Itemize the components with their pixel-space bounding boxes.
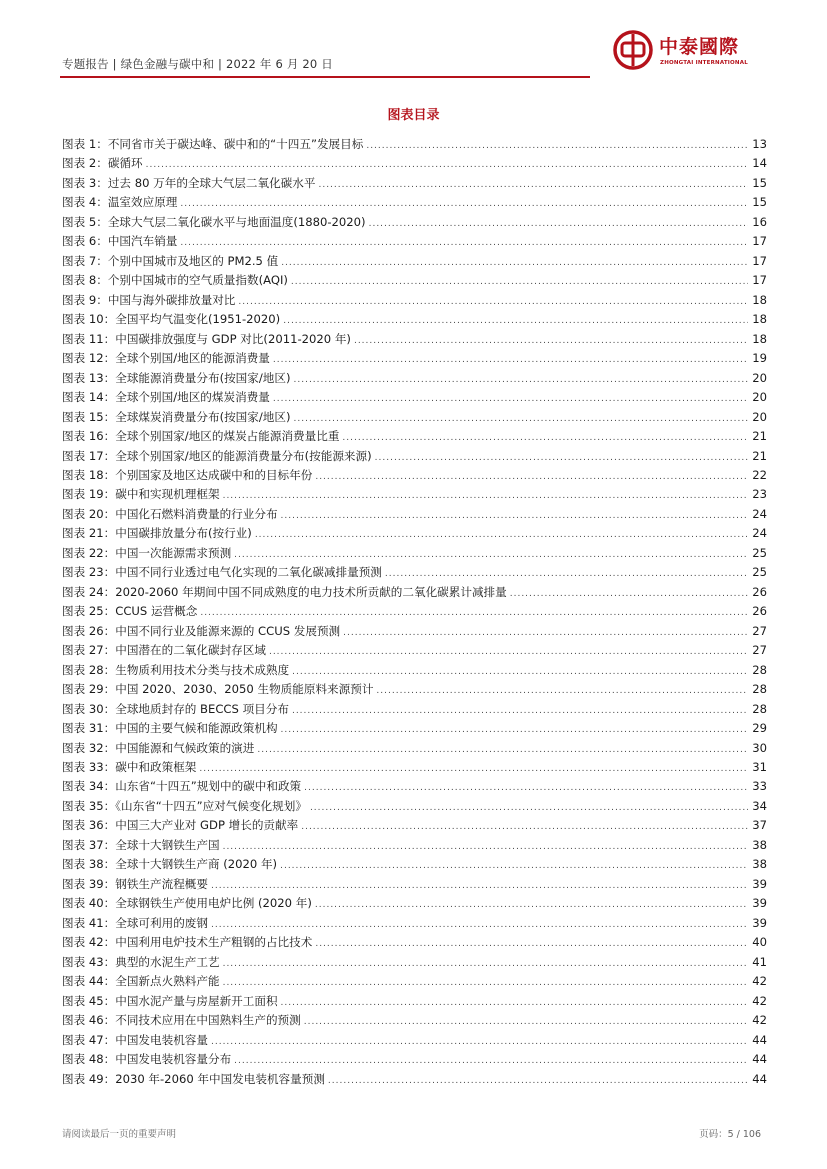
toc-entry-page: 17 [752, 253, 767, 268]
toc-entry-page: 28 [752, 701, 767, 716]
toc-entry-page: 14 [752, 156, 767, 171]
toc-entry-label: 图表 18：个别国家及地区达成碳中和的目标年份 [62, 467, 313, 482]
toc-entry-page: 41 [752, 954, 767, 969]
toc-entry-page: 37 [752, 818, 767, 833]
toc-entry-label: 图表 33：碳中和政策框架 [62, 760, 197, 774]
footer-disclaimer: 请阅读最后一页的重要声明 [62, 1129, 177, 1140]
toc-entry-page: 26 [752, 604, 767, 619]
toc-entry[interactable] [62, 331, 767, 350]
toc-entry[interactable] [62, 1071, 767, 1090]
toc-entry-page: 21 [752, 429, 767, 444]
toc-entry-page: 27 [752, 623, 767, 638]
toc-leader-dots [510, 589, 748, 599]
toc-leader-dots [292, 667, 748, 677]
toc-entry-page: 33 [752, 779, 767, 794]
toc-entry[interactable] [62, 603, 767, 622]
header-rule [60, 76, 590, 78]
toc-entry-label: 图表 25：CCUS 运营概念 [62, 604, 198, 619]
toc-entry-page: 21 [752, 448, 767, 463]
toc-entry[interactable] [62, 895, 767, 914]
toc-entry-page: 42 [752, 974, 767, 989]
toc-entry-label: 图表 16：全球个别国家/地区的煤炭占能源消费量比重 [62, 429, 340, 444]
toc-entry[interactable] [62, 428, 767, 447]
toc-entry[interactable] [62, 311, 767, 330]
toc-leader-dots [385, 569, 748, 579]
toc-entry-label: 图表 13：全球能源消费量分布(按国家/地区) [62, 370, 291, 385]
toc-entry[interactable] [62, 720, 767, 739]
toc-leader-dots [273, 394, 748, 404]
toc-entry-label: 图表 43：典型的水泥生产工艺 [62, 954, 220, 969]
toc-entry[interactable] [62, 253, 767, 272]
logo-name-cn: 中泰國際 [659, 36, 740, 58]
toc-leader-dots [234, 550, 748, 560]
toc-entry-page: 39 [752, 876, 767, 891]
toc-entry[interactable] [62, 175, 767, 194]
zhongtai-logo-icon [613, 30, 653, 70]
toc-leader-dots [294, 375, 749, 385]
toc-leader-dots [211, 881, 748, 891]
toc-entry-label: 图表 38：全球十大钢铁生产商 (2020 年) [62, 857, 278, 872]
toc-leader-dots [315, 472, 748, 482]
toc-entry[interactable] [62, 798, 767, 817]
toc-entry[interactable] [62, 350, 767, 369]
toc-entry[interactable] [62, 370, 767, 389]
toc-entry[interactable] [62, 954, 767, 973]
toc-entry[interactable] [62, 856, 767, 875]
toc-entry-label: 图表 28：生物质利用技术分类与技术成熟度 [62, 662, 290, 677]
toc-leader-dots [343, 628, 748, 638]
toc-entry-label: 图表 8：个别中国城市的空气质量指数(AQI) [62, 273, 288, 288]
toc-leader-dots [211, 1037, 748, 1047]
toc-leader-dots [223, 491, 748, 501]
toc-entry[interactable] [62, 506, 767, 525]
toc-title: 图表目录 [387, 108, 440, 123]
toc-leader-dots [328, 1076, 748, 1086]
toc-entry-label: 图表 20：中国化石燃料消费量的行业分布 [62, 506, 278, 521]
toc-entry-label: 图表 10：全国平均气温变化(1951-2020) [62, 312, 281, 327]
toc-entry-page: 20 [752, 390, 767, 405]
toc-entry-page: 42 [752, 1013, 767, 1028]
toc-entry-label: 图表 45：中国水泥产量与房屋新开工面积 [62, 993, 278, 1008]
toc-entry[interactable] [62, 272, 767, 291]
toc-leader-dots [354, 336, 748, 346]
toc-entry-label: 图表 41：全球可利用的废钢 [62, 915, 208, 930]
toc-entry-page: 17 [752, 273, 767, 288]
toc-entry-page: 34 [752, 798, 767, 813]
toc-entry[interactable] [62, 681, 767, 700]
toc-entry[interactable] [62, 993, 767, 1012]
toc-leader-dots [292, 706, 748, 716]
toc-leader-dots [375, 453, 748, 463]
toc-entry-label: 图表 49：2030 年-2060 年中国发电装机容量预测 [62, 1071, 325, 1086]
toc-leader-dots [211, 920, 748, 930]
toc-list [62, 136, 767, 1090]
toc-entry-label: 图表 7：个别中国城市及地区的 PM2.5 值 [62, 253, 279, 268]
toc-leader-dots [146, 160, 748, 170]
toc-entry-page: 44 [752, 1052, 767, 1067]
toc-entry-label: 图表 12：全球个别国/地区的能源消费量 [62, 351, 270, 366]
footer-page-number: 页码：5 / 106 [699, 1129, 761, 1140]
toc-entry[interactable] [62, 778, 767, 797]
toc-entry[interactable] [62, 214, 767, 233]
toc-leader-dots [366, 141, 748, 151]
toc-entry-page: 26 [752, 584, 767, 599]
toc-entry-page: 18 [752, 292, 767, 307]
toc-entry-page: 29 [752, 721, 767, 736]
toc-entry[interactable] [62, 837, 767, 856]
toc-entry[interactable] [62, 584, 767, 603]
toc-entry-page: 18 [752, 312, 767, 327]
toc-entry[interactable] [62, 486, 767, 505]
toc-leader-dots [304, 1017, 748, 1027]
toc-entry[interactable] [62, 1051, 767, 1070]
toc-entry-page: 38 [752, 837, 767, 852]
toc-leader-dots [223, 842, 748, 852]
toc-entry[interactable] [62, 915, 767, 934]
toc-entry[interactable] [62, 740, 767, 759]
toc-entry-page: 16 [752, 214, 767, 229]
toc-leader-dots [255, 530, 748, 540]
toc-entry[interactable] [62, 467, 767, 486]
report-header: 专题报告 | 绿色金融与碳中和 | 2022 年 6 月 20 日 [62, 57, 333, 71]
toc-entry-label: 图表 6：中国汽车销量 [62, 234, 178, 249]
toc-entry[interactable] [62, 155, 767, 174]
toc-entry-page: 40 [752, 935, 767, 950]
toc-entry[interactable] [62, 194, 767, 213]
toc-entry-page: 24 [752, 526, 767, 541]
toc-entry-page: 18 [752, 331, 767, 346]
toc-entry[interactable] [62, 292, 767, 311]
toc-entry-label: 图表 4：温室效应原理 [62, 195, 178, 210]
toc-leader-dots [223, 978, 748, 988]
toc-entry-label: 图表 47：中国发电装机容量 [62, 1032, 208, 1047]
toc-entry-label: 图表 24：2020-2060 年期间中国不同成熟度的电力技术所贡献的二氧化碳累计减排量 [62, 584, 507, 599]
toc-entry[interactable] [62, 934, 767, 953]
toc-entry[interactable] [62, 759, 767, 778]
toc-entry-label: 图表 36：中国三大产业对 GDP 增长的贡献率 [62, 818, 299, 833]
toc-entry-page: 22 [752, 467, 767, 482]
toc-entry-label: 图表 32：中国能源和气候政策的演进 [62, 740, 255, 755]
toc-entry-label: 图表 3：过去 80 万年的全球大气层二氧化碳水平 [62, 175, 316, 190]
toc-leader-dots [315, 939, 748, 949]
toc-leader-dots [376, 686, 748, 696]
toc-entry[interactable] [62, 525, 767, 544]
toc-entry-label: 图表 19：碳中和实现机理框架 [62, 487, 220, 502]
toc-entry-page: 13 [752, 137, 767, 151]
toc-entry[interactable] [62, 623, 767, 642]
toc-entry[interactable] [62, 136, 767, 155]
toc-entry[interactable] [62, 701, 767, 720]
toc-entry-label: 图表 21：中国碳排放量分布(按行业) [62, 526, 252, 541]
toc-entry-label: 图表 39：钢铁生产流程概要 [62, 876, 208, 891]
toc-entry-label: 图表 5：全球大气层二氧化碳水平与地面温度(1880-2020) [62, 214, 366, 229]
company-logo [613, 30, 748, 74]
toc-entry-page: 25 [752, 545, 767, 560]
toc-entry[interactable] [62, 662, 767, 681]
toc-leader-dots [304, 783, 748, 793]
toc-entry[interactable] [62, 389, 767, 408]
toc-entry[interactable] [62, 817, 767, 836]
toc-entry-page: 44 [752, 1032, 767, 1047]
toc-entry-label: 图表 42：中国利用电炉技术生产粗钢的占比技术 [62, 935, 313, 950]
toc-leader-dots [310, 803, 748, 813]
toc-leader-dots [281, 725, 748, 735]
toc-entry-label: 图表 23：中国不同行业透过电气化实现的二氧化碳减排量预测 [62, 565, 382, 580]
toc-entry-page: 42 [752, 993, 767, 1008]
toc-entry-page: 39 [752, 896, 767, 911]
toc-entry[interactable] [62, 876, 767, 895]
toc-entry[interactable] [62, 564, 767, 583]
toc-entry-label: 图表 37：全球十大钢铁生产国 [62, 837, 220, 852]
toc-entry-page: 19 [752, 351, 767, 366]
toc-leader-dots [281, 258, 748, 268]
toc-entry[interactable] [62, 973, 767, 992]
toc-entry-page: 20 [752, 409, 767, 424]
toc-entry-label: 图表 44：全国新点火熟料产能 [62, 974, 220, 989]
toc-entry-label: 图表 15：全球煤炭消费量分布(按国家/地区) [62, 409, 291, 424]
toc-leader-dots [269, 647, 748, 657]
toc-entry[interactable] [62, 642, 767, 661]
toc-entry[interactable] [62, 233, 767, 252]
toc-leader-dots [280, 861, 748, 871]
toc-entry-page: 15 [752, 175, 767, 190]
toc-entry-page: 15 [752, 195, 767, 210]
toc-leader-dots [180, 199, 748, 209]
toc-leader-dots [291, 277, 748, 287]
toc-leader-dots [301, 822, 748, 832]
toc-entry-label: 图表 35：《山东省“十四五”应对气候变化规划》 [62, 798, 307, 813]
toc-leader-dots [369, 219, 748, 229]
toc-entry-label: 图表 31：中国的主要气候和能源政策机构 [62, 721, 278, 736]
toc-entry-page: 44 [752, 1071, 767, 1086]
toc-entry-label: 图表 2：碳循环 [62, 156, 143, 171]
toc-entry[interactable] [62, 1032, 767, 1051]
toc-leader-dots [281, 511, 748, 521]
toc-entry-label: 图表 48：中国发电装机容量分布 [62, 1052, 232, 1067]
toc-leader-dots [257, 745, 748, 755]
toc-entry-page: 23 [752, 487, 767, 502]
toc-entry-label: 图表 40：全球钢铁生产使用电炉比例 (2020 年) [62, 896, 312, 911]
toc-entry-page: 31 [752, 760, 767, 774]
toc-entry-label: 图表 30：全球地质封存的 BECCS 项目分布 [62, 701, 289, 716]
toc-entry-label: 图表 27：中国潜在的二氧化碳封存区域 [62, 643, 266, 658]
toc-entry-label: 图表 14：全球个别国/地区的煤炭消费量 [62, 390, 270, 405]
toc-leader-dots [281, 998, 748, 1008]
toc-entry-label: 图表 9：中国与海外碳排放量对比 [62, 292, 236, 307]
toc-entry-label: 图表 22：中国一次能源需求预测 [62, 545, 232, 560]
toc-leader-dots [234, 1056, 748, 1066]
toc-entry-page: 24 [752, 506, 767, 521]
toc-leader-dots [273, 355, 748, 365]
toc-leader-dots [315, 900, 748, 910]
toc-entry[interactable] [62, 545, 767, 564]
toc-leader-dots [318, 180, 748, 190]
toc-entry-page: 25 [752, 565, 767, 580]
toc-leader-dots [199, 764, 748, 774]
toc-entry-label: 图表 29：中国 2020、2030、2050 生物质能原料来源预计 [62, 682, 374, 697]
toc-leader-dots [294, 414, 749, 424]
toc-leader-dots [283, 316, 748, 326]
toc-entry-page: 38 [752, 857, 767, 872]
toc-leader-dots [200, 608, 748, 618]
toc-entry-page: 17 [752, 234, 767, 249]
logo-name-en: ZHONGTAI INTERNATIONAL [660, 60, 748, 66]
toc-entry-label: 图表 17：全球个别国家/地区的能源消费量分布(按能源来源) [62, 448, 372, 463]
toc-leader-dots [238, 297, 748, 307]
toc-entry-label: 图表 34：山东省“十四五”规划中的碳中和政策 [62, 779, 302, 794]
toc-entry-label: 图表 46：不同技术应用在中国熟料生产的预测 [62, 1013, 301, 1028]
toc-leader-dots [223, 959, 748, 969]
toc-entry-label: 图表 1：不同省市关于碳达峰、碳中和的“十四五”发展目标 [62, 137, 364, 151]
toc-leader-dots [342, 433, 748, 443]
toc-entry-page: 30 [752, 740, 767, 755]
toc-entry-page: 28 [752, 662, 767, 677]
toc-entry-page: 28 [752, 682, 767, 697]
toc-entry-label: 图表 26：中国不同行业及能源来源的 CCUS 发展预测 [62, 623, 341, 638]
toc-leader-dots [180, 238, 748, 248]
toc-entry[interactable] [62, 1012, 767, 1031]
toc-entry[interactable] [62, 448, 767, 467]
toc-entry-label: 图表 11：中国碳排放强度与 GDP 对比(2011-2020 年) [62, 331, 351, 346]
toc-entry-page: 39 [752, 915, 767, 930]
toc-entry-page: 20 [752, 370, 767, 385]
toc-entry[interactable] [62, 409, 767, 428]
toc-entry-page: 27 [752, 643, 767, 658]
